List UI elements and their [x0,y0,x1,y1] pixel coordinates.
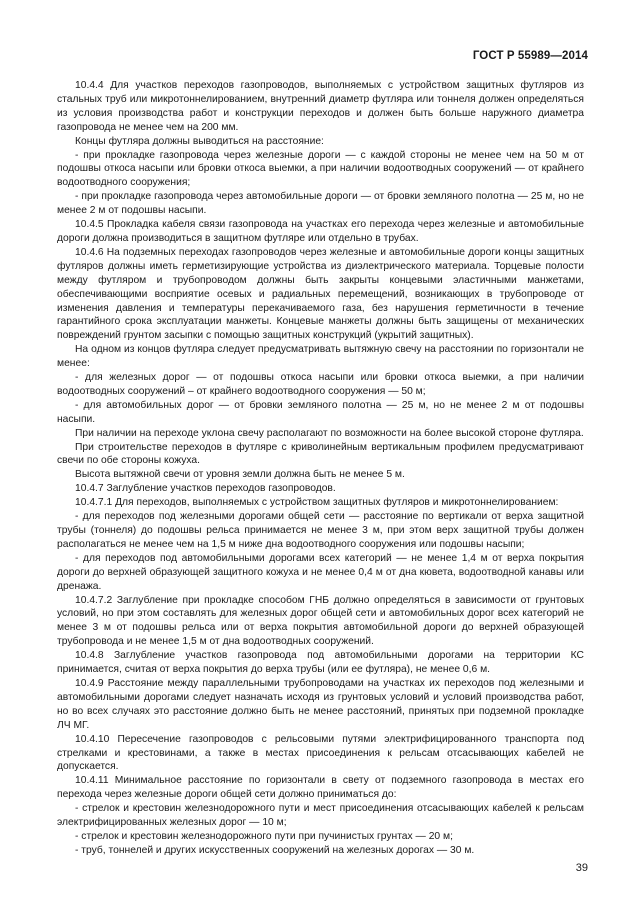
paragraph: При строительстве переходов в футляре с криволинейным вертикальным профилем предусматривают свечи по обе стороны кожуха. [57,441,584,467]
paragraph: 10.4.5 Прокладка кабеля связи газопровода на участках его перехода через железные и автомобильные дороги должна производиться в защитном футляре или отдельно в трубах. [57,219,584,244]
paragraph: 10.4.11 Минимальное расстояние по горизонтали в свету от подземного газопровода в местах его перехода через железные дороги общей сети должно приниматься до: [57,775,584,801]
paragraph: - для переходов под железными дорогами общей сети — расстояние по вертикали от верха защитной трубы (тоннеля) до подошвы рельса принимается не менее 3 м, при этом верх защитной трубы должен располагаться не менее чем на 1,5 м ниже дна водоотводного сооружения или подошвы насыпи; [57,511,584,550]
paragraph: - стрелок и крестовин железнодорожного пути при пучинистых грунтах — 20 м; [75,830,453,842]
paragraph: 10.4.7 Заглубление участков переходов газопроводов. [75,483,336,495]
paragraph: - при прокладке газопровода через железные дороги — с каждой стороны не менее чем на 50 м от подошвы откоса насыпи или бровки откоса выемки, а при наличии водоотводных сооружений — от крайнего водоотводного сооружения; [57,149,584,189]
paragraph: - при прокладке газопровода через автомобильные дороги — от бровки земляного полотна — 25 м, но не менее 2 м от подошвы насыпи. [57,191,584,217]
paragraph: На одном из концов футляра следует предусматривать вытяжную свечу на расстоянии по горизонтали не менее: [57,344,584,370]
paragraph: При наличии на переходе уклона свечу располагают по возможности на более высокой стороне футляра. [75,427,584,439]
paragraph: - стрелок и крестовин железнодорожного пути и мест присоединения отсасывающих кабелей к рельсам электрифицированных железных дорог — 10 м; [57,803,584,829]
paragraph: 10.4.9 Расстояние между параллельными трубопроводами на участках их переходов под железными и автомобильными дорогами следует назначать исходя из грунтовых условий и условий производства работ, но во всех случаях это расстояние должно быть не менее расстояний, принятых при подземной прокладке ЛЧ МГ. [57,677,584,731]
paragraph: 10.4.7.1 Для переходов, выполняемых с устройством защитных футляров и микротоннелированием: [75,497,559,509]
paragraph: 10.4.7.2 Заглубление при прокладке способом ГНБ должно определяться в зависимости от грунтовых условий, но при этом составлять для железных дорог общей сети и автомобильных дорог всех категорий не менее 3 м от подошвы рельса или от верха покрытия автомобильной дороги до верхней образующей трубопровода и не менее 1,5 м от дна водоотводных сооружений. [57,594,584,648]
paragraph: - для переходов под автомобильными дорогами всех категорий — не менее 1,4 м от верха покрытия дороги до верхней образующей защитного кожуха и не менее 0,4 м от дна кювета, водоотводной канавы или дренажа. [57,552,584,592]
document-body [57,79,584,858]
paragraph: - для железных дорог — от подошвы откоса насыпи или бровки откоса выемки, а при наличии водоотводных сооружений – от крайнего водоотводного сооружения — 50 м; [57,372,584,397]
paragraph: 10.4.6 На подземных переходах газопроводов через железные и автомобильные дороги концы защитных футляров должны иметь герметизирующие устройства из диэлектрического материала. Торцевые полости между футляром и трубопроводом должны быть закрыты концевыми эластичными манжетами, обеспечивающими восприятие осевых и радиальных перемещений, возникающих в трубопроводе от изменения давления и температуры перекачиваемого газа, без нарушения герметичности в течение гарантийного срока эксплуатации манжеты. Концевые манжеты должны быть защищены от механических повреждений грунтом засыпки с помощью защитных конструкций (укрытий защитных). [57,246,584,342]
document-code: ГОСТ Р 55989—2014 [472,50,588,62]
paragraph: Концы футляра должны выводиться на расстояние: [75,135,324,147]
paragraph: 10.4.10 Пересечение газопроводов с рельсовыми путями электрифицированного транспорта под стрелками и крестовинами, а также в местах присоединения к рельсам отсасывающих кабелей не допускается. [57,733,584,773]
paragraph: 10.4.8 Заглубление участков газопровода под автомобильными дорогами на территории КС принимается, считая от верха покрытия до верха трубы (или ее футляра), не менее 0,6 м. [57,650,584,676]
paragraph: - для автомобильных дорог — от бровки земляного полотна — 25 м, но не менее 2 м от подошвы насыпи. [57,399,584,425]
paragraph: 10.4.4 Для участков переходов газопроводов, выполняемых с устройством защитных футляров из стальных труб или микротоннелированием, внутренний диаметр футляра или тоннеля должен определяться из условия производства работ и конструкции переходов и должен быть больше наружного диаметра газопровода не менее чем на 200 мм. [57,80,584,133]
page-number: 39 [575,862,588,874]
paragraph: - труб, тоннелей и других искусственных сооружений на железных дорогах — 30 м. [75,844,475,856]
paragraph: Высота вытяжной свечи от уровня земли должна быть не менее 5 м. [75,469,405,481]
